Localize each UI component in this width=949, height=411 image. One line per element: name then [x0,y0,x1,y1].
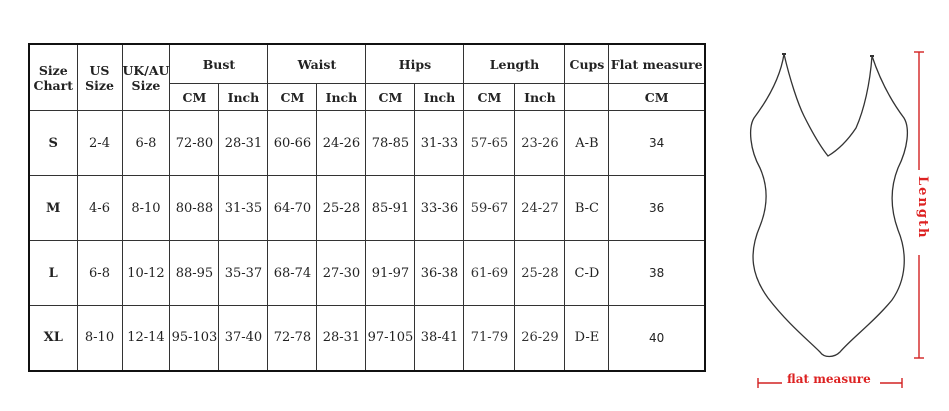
cell-size: S [29,111,77,176]
cell-us: 4-6 [77,176,122,241]
cell-waist-inch: 25-28 [317,176,366,241]
cell-length-cm: 57-65 [464,111,515,176]
header-ukau-size: UK/AU Size [122,44,170,111]
header-bust: Bust [170,44,268,84]
cell-ukau: 6-8 [122,111,170,176]
cell-ukau: 10-12 [122,241,170,306]
length-label: Length [915,176,930,240]
cell-hips-inch: 38-41 [415,306,464,371]
cell-waist-cm: 60-66 [268,111,317,176]
cell-size: L [29,241,77,306]
size-chart-table [28,43,706,372]
subheader-cups-empty [565,84,609,111]
cell-us: 8-10 [77,306,122,371]
cell-hips-inch: 31-33 [415,111,464,176]
table-row [29,306,705,371]
cell-bust-inch: 31-35 [219,176,268,241]
subheader-bust-cm: CM [170,84,219,111]
cell-us: 2-4 [77,111,122,176]
cell-length-cm: 61-69 [464,241,515,306]
header-hips: Hips [366,44,464,84]
cell-flat: 38 [609,241,705,306]
cell-ukau: 12-14 [122,306,170,371]
cell-hips-cm: 91-97 [366,241,415,306]
cell-flat: 36 [609,176,705,241]
cell-length-inch: 23-26 [515,111,565,176]
cell-hips-inch: 36-38 [415,241,464,306]
cell-waist-cm: 68-74 [268,241,317,306]
cell-bust-inch: 35-37 [219,241,268,306]
cell-hips-cm: 85-91 [366,176,415,241]
subheader-length-cm: CM [464,84,515,111]
table-row [29,241,705,306]
cell-us: 6-8 [77,241,122,306]
neckline [784,54,872,156]
cell-waist-cm: 64-70 [268,176,317,241]
subheader-flat-cm: CM [609,84,705,111]
subheader-waist-cm: CM [268,84,317,111]
header-length: Length [464,44,565,84]
table-row [29,111,705,176]
swimsuit-outline [751,54,908,357]
cell-cups: B-C [565,176,609,241]
cell-size: XL [29,306,77,371]
cell-bust-cm: 88-95 [170,241,219,306]
cell-hips-cm: 97-105 [366,306,415,371]
cell-waist-cm: 72-78 [268,306,317,371]
cell-flat: 40 [609,306,705,371]
header-waist: Waist [268,44,366,84]
cell-length-cm: 59-67 [464,176,515,241]
cell-hips-inch: 33-36 [415,176,464,241]
table-row [29,176,705,241]
cell-length-inch: 25-28 [515,241,565,306]
cell-cups: D-E [565,306,609,371]
header-flat-measure: Flat measure [609,44,705,84]
cell-length-cm: 71-79 [464,306,515,371]
cell-bust-cm: 95-103 [170,306,219,371]
cell-length-inch: 26-29 [515,306,565,371]
cell-bust-cm: 72-80 [170,111,219,176]
cell-size: M [29,176,77,241]
cell-cups: C-D [565,241,609,306]
cell-cups: A-B [565,111,609,176]
header-cups: Cups [565,44,609,84]
header-size-chart: Size Chart [29,44,77,111]
subheader-waist-inch: Inch [317,84,366,111]
cell-flat: 34 [609,111,705,176]
subheader-bust-inch: Inch [219,84,268,111]
cell-bust-inch: 37-40 [219,306,268,371]
subheader-hips-cm: CM [366,84,415,111]
cell-waist-inch: 24-26 [317,111,366,176]
cell-bust-inch: 28-31 [219,111,268,176]
header-us-size: US Size [77,44,122,111]
cell-waist-inch: 28-31 [317,306,366,371]
cell-waist-inch: 27-30 [317,241,366,306]
flat-measure-label: flat measure [787,372,871,386]
cell-bust-cm: 80-88 [170,176,219,241]
subheader-length-inch: Inch [515,84,565,111]
cell-hips-cm: 78-85 [366,111,415,176]
subheader-hips-inch: Inch [415,84,464,111]
cell-ukau: 8-10 [122,176,170,241]
cell-length-inch: 24-27 [515,176,565,241]
